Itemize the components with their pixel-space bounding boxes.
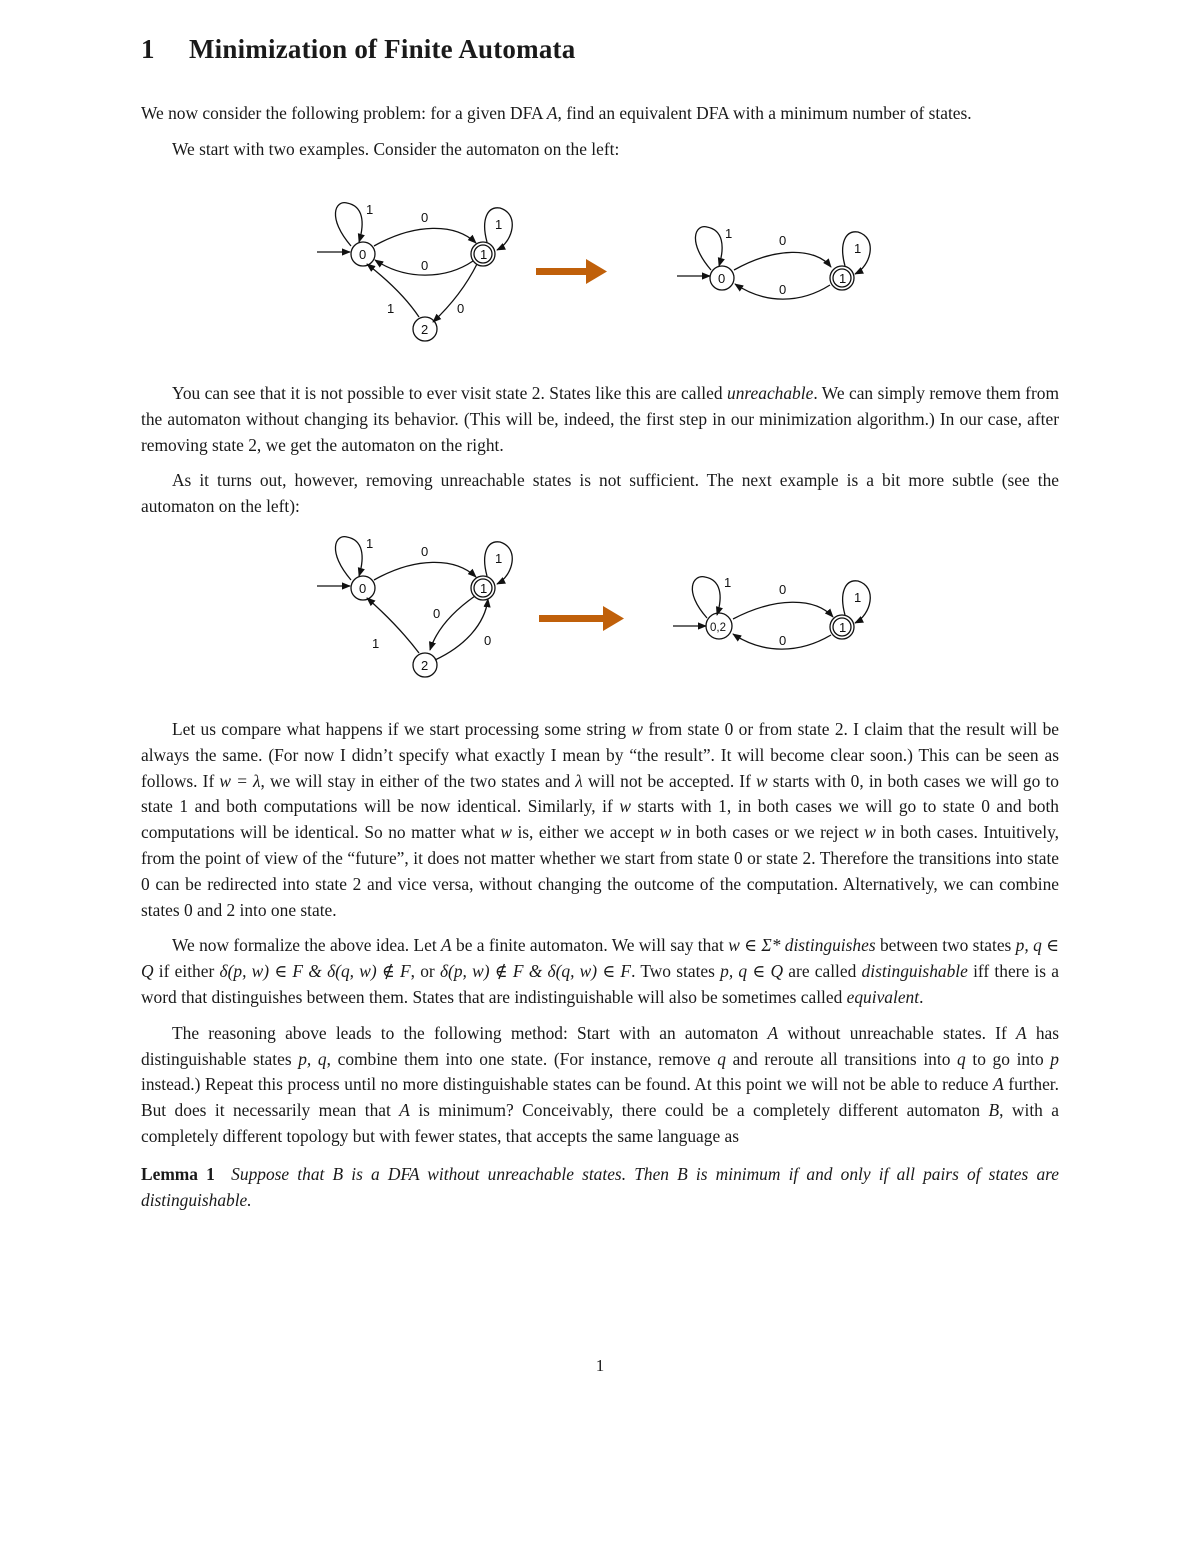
- state-0-2: 0,2: [710, 622, 726, 634]
- page-number: 1: [595, 1356, 605, 1375]
- section-number: 1: [141, 34, 155, 64]
- state-0: 0: [359, 247, 367, 262]
- arrow-shaft: [536, 268, 588, 275]
- edge-label: 1: [724, 575, 732, 590]
- lemma-label: Lemma 1: [141, 1163, 215, 1184]
- arrow-head: [586, 259, 607, 284]
- state-0: 0: [359, 581, 367, 596]
- state-1: 1: [839, 620, 847, 635]
- edge-label: 0: [421, 544, 429, 559]
- paragraph-block-2: [141, 381, 1059, 520]
- edge-label: 0: [779, 282, 787, 297]
- edge-label: 1: [725, 226, 733, 241]
- paragraph-intro: [141, 101, 1059, 163]
- edge-label: 1: [366, 536, 374, 551]
- state-1: 1: [839, 271, 847, 286]
- diagram-2-left-automaton: [315, 532, 531, 685]
- edge-label: 1: [854, 241, 862, 256]
- paragraph-not-sufficient: As it turns out, however, removing unreachable states is not sufficient. The next example is a bit more subtle (see the automaton on the left):: [141, 470, 1059, 517]
- paragraph-compare: Let us compare what happens if we start processing some string w from state 0 or from state 2. I claim that the result will be always the same. (For now I didn’t specify what exactly I mean by “the result”. It will become clear soon.) This can be seen as follows. If w = λ, we will stay in either of the two states and λ will not be accepted. If w starts with 0, in both cases we will go to state 1 and both computations will be now identical. Similarly, if w starts with 1, in both cases we will go to state 0 and both computations will be identical. So no matter what w is, either we accept w in both cases or we reject w in both cases. Intuitively, from the point of view of the “future”, it does not matter whether we start from state 0 or state 2. Therefore the transitions into state 0 can be redirected into state 2 and vice versa, without changing the outcome of the computation. Alternatively, we can combine states 0 and 2 into one state.: [141, 719, 1059, 920]
- transform-arrow-2: [539, 605, 626, 633]
- edge-label: 0: [421, 210, 429, 225]
- edge-label: 0: [457, 301, 465, 316]
- state-1: 1: [480, 247, 488, 262]
- section-title: [141, 34, 575, 65]
- diagram-1-left-automaton: [315, 198, 531, 351]
- edge-label: 1: [387, 301, 395, 316]
- paragraph-method: The reasoning above leads to the following method: Start with an automaton A without unreachable states. If A has distinguishable states p, q, combine them into one state. (For instance, remove q and reroute all transitions into q to go into p instead.) Repeat this process until no more distinguishable states can be found. At this point we will not be able to reduce A further. But does it necessarily mean that A is minimum? Conceivably, there could be a completely different automaton B, with a completely different topology but with fewer states, that accepts the same language as: [141, 1022, 1059, 1146]
- arrow-head: [603, 606, 624, 631]
- state-2: 2: [421, 322, 429, 337]
- transform-arrow-1: [536, 258, 608, 286]
- edge-label: 0: [484, 633, 492, 648]
- state-2: 2: [421, 658, 429, 673]
- state-0: 0: [718, 271, 726, 286]
- paragraph-block-3: [141, 717, 1059, 1213]
- paragraph-problem: We now consider the following problem: for a given DFA A, find an equivalent DFA with a minimum number of states.: [141, 103, 972, 123]
- automaton-2-left: [315, 532, 531, 680]
- edge-label: 1: [495, 551, 503, 566]
- arrow-shaft: [539, 615, 605, 622]
- edge-label: 1: [854, 590, 862, 605]
- edge-label: 0: [421, 258, 429, 273]
- edge-label: 1: [495, 217, 503, 232]
- edge-label: 0: [779, 233, 787, 248]
- edge-label: 0: [433, 606, 441, 621]
- automaton-1-left: [315, 198, 531, 346]
- edge-label: 1: [372, 636, 380, 651]
- diagram-2-right-automaton: [671, 569, 887, 658]
- lemma-text: Suppose that B is a DFA without unreachable states. Then B is minimum if and only if all pairs of states are distinguishable.: [141, 1163, 1059, 1210]
- section-title-text: Minimization of Finite Automata: [189, 34, 576, 64]
- edge-label: 0: [779, 633, 787, 648]
- paragraph-formalize: We now formalize the above idea. Let A be a finite automaton. We will say that w ∈ Σ* distinguishes between two states p, q ∈ Q if either δ(p, w) ∈ F & δ(q, w) ∉ F, or δ(p, w) ∉ F & δ(q, w) ∈ F. Two states p, q ∈ Q are called distinguishable iff there is a word that distinguishes between them. States that are indistinguishable will also be sometimes called equivalent.: [141, 935, 1059, 1007]
- edge-label: 1: [366, 202, 374, 217]
- automaton-1-right: [675, 220, 891, 304]
- lemma-1: [141, 1162, 1059, 1214]
- state-1: 1: [480, 581, 488, 596]
- edge-label: 0: [779, 582, 787, 597]
- paragraph-examples: We start with two examples. Consider the automaton on the left:: [172, 138, 620, 159]
- automaton-2-right: [671, 569, 887, 653]
- paragraph-unreachable: You can see that it is not possible to ever visit state 2. States like this are called unreachable. We can simply remove them from the automaton without changing its behavior. (This will be, indeed, the first step in our minimization algorithm.) In our case, after removing state 2, we get the automaton on the right.: [141, 383, 1059, 455]
- diagram-1-right-automaton: [675, 220, 891, 309]
